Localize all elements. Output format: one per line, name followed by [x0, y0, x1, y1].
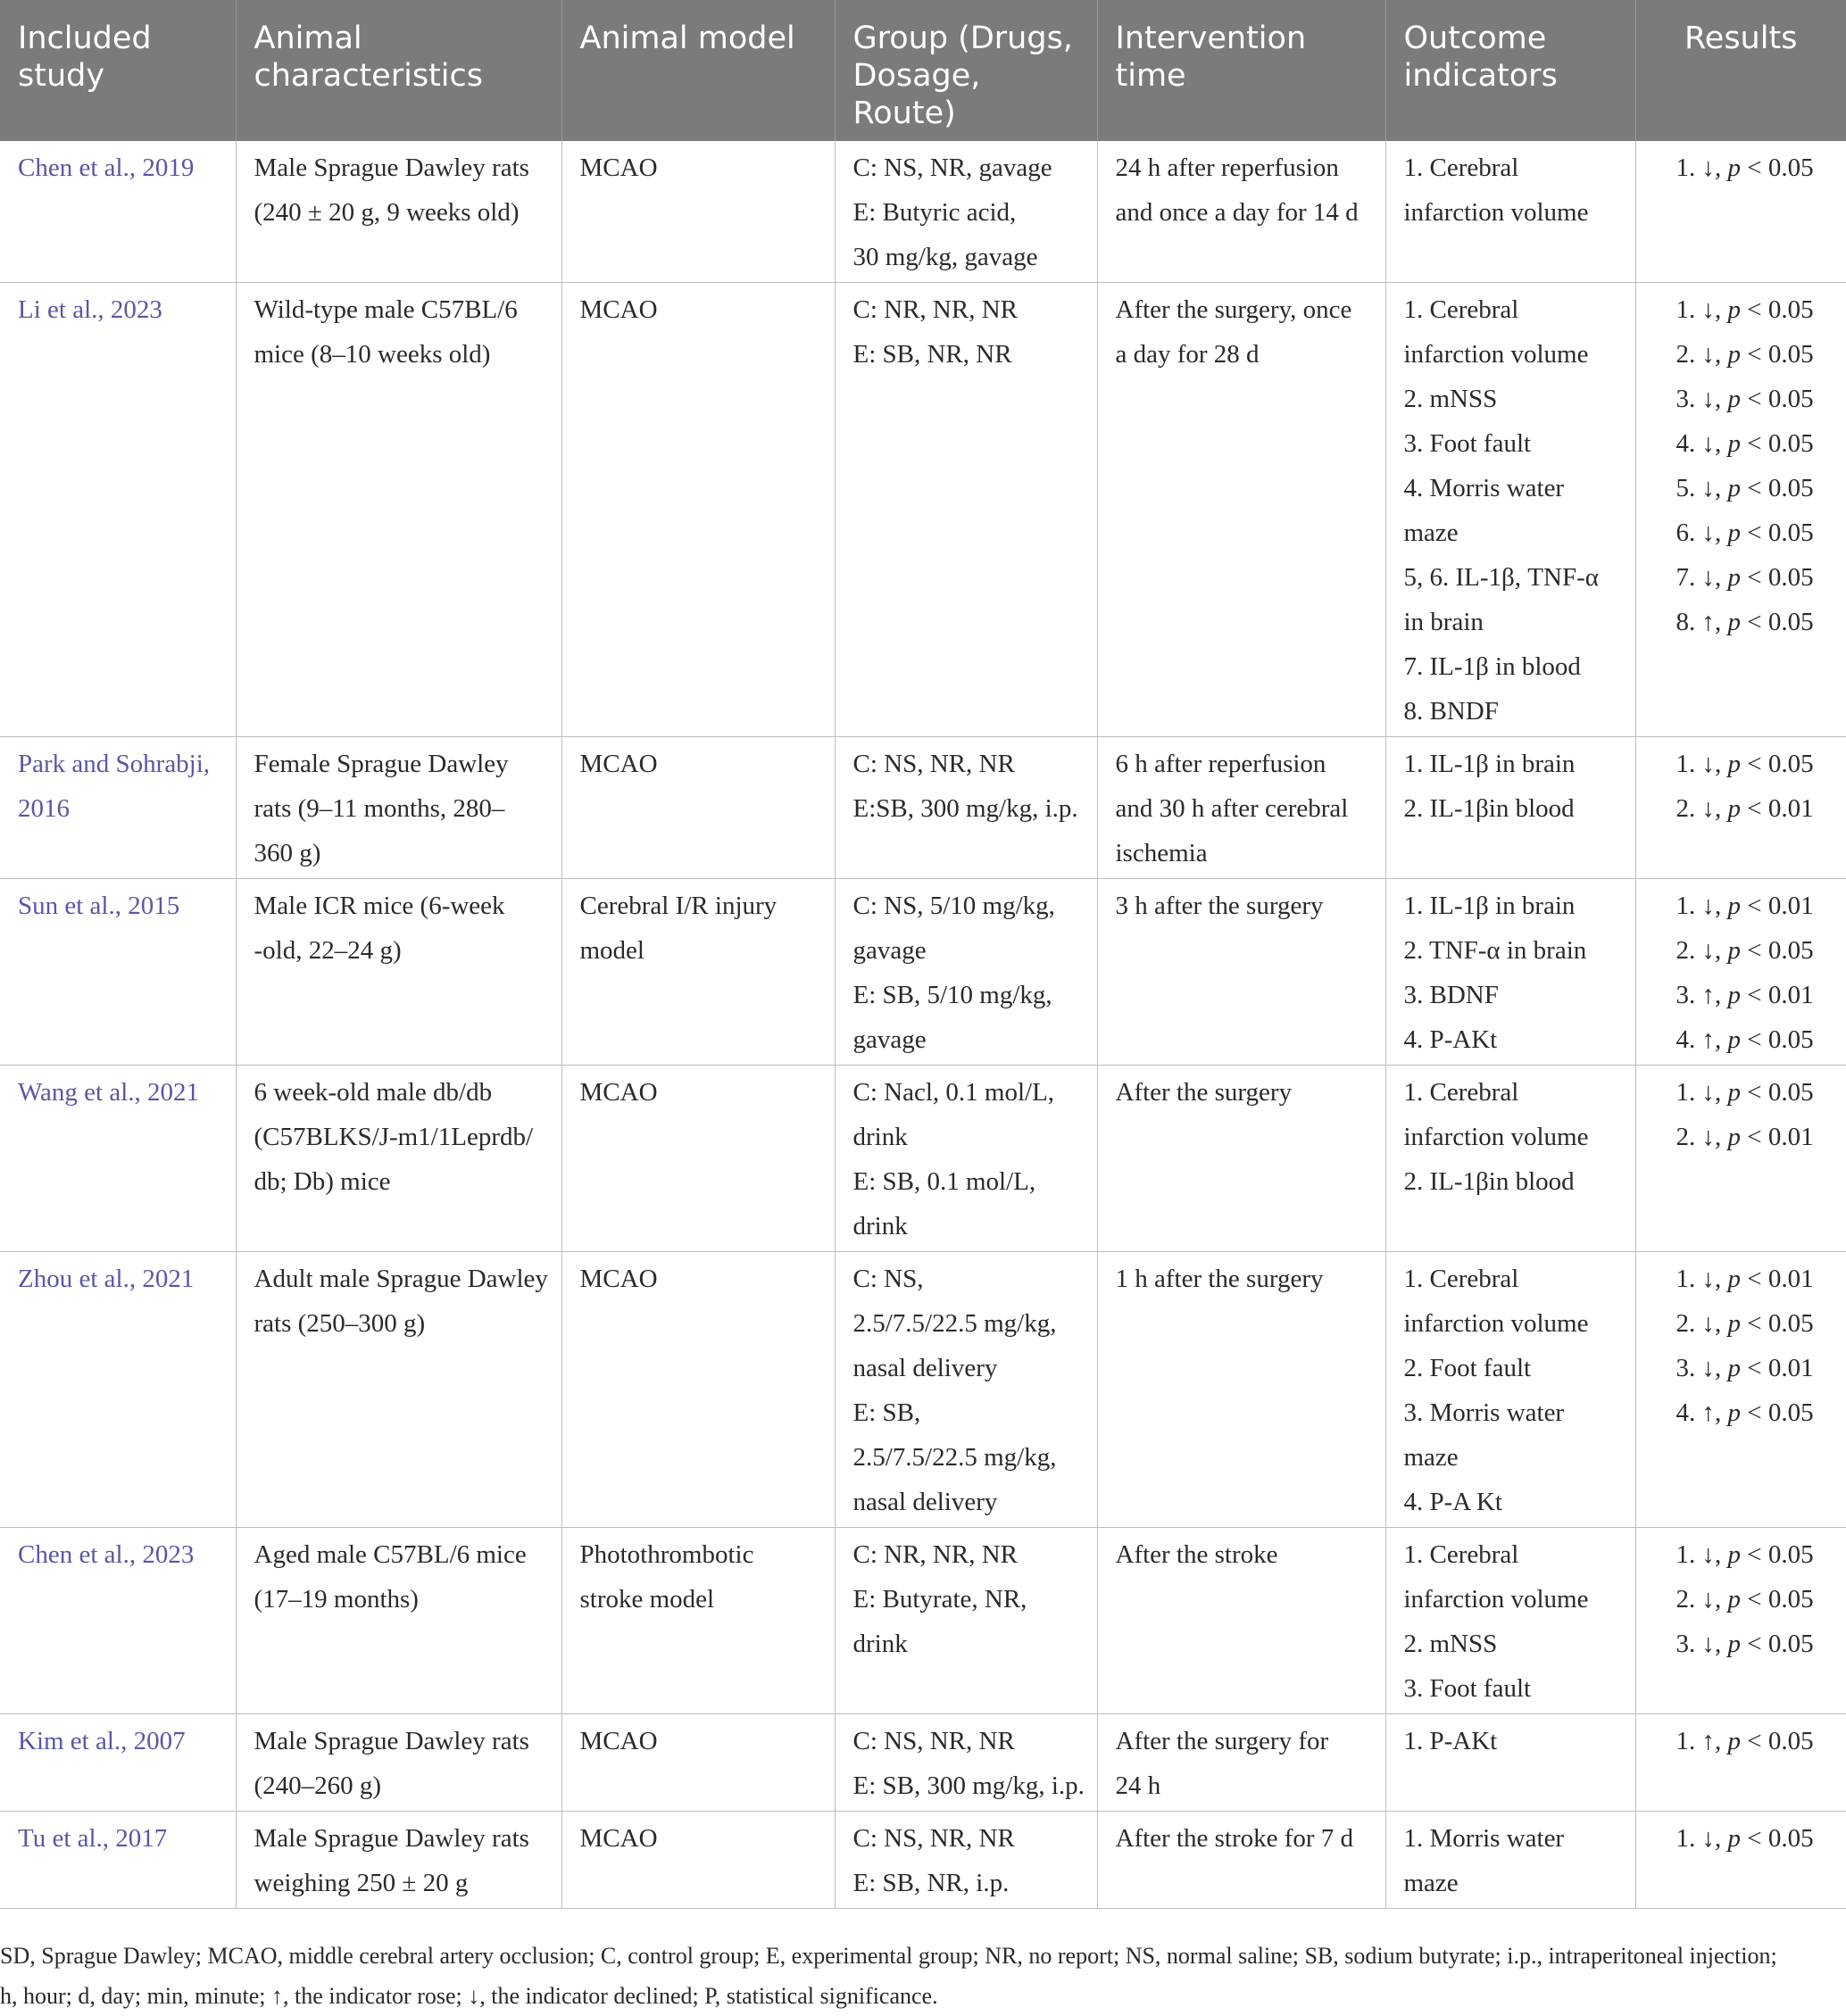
- group-line: E: SB, NR, i.p.: [852, 1869, 1010, 1897]
- cell-characteristics: [236, 1528, 561, 1714]
- outcomes-line: 1. Cerebral: [1403, 1265, 1519, 1293]
- model-line: MCAO: [579, 1078, 658, 1107]
- header-text: characteristics: [254, 58, 483, 94]
- cell-outcomes: [1385, 1252, 1635, 1528]
- cell-study[interactable]: [0, 1252, 236, 1528]
- cell-group: [835, 1252, 1097, 1528]
- time-line: ischemia: [1115, 839, 1208, 867]
- characteristics-line: Wild-type male C57BL/6: [254, 295, 518, 324]
- table-row: [0, 1714, 1846, 1812]
- cell-results: [1635, 141, 1846, 283]
- group-line: 30 mg/kg, gavage: [852, 243, 1038, 271]
- results-line: 2. ↓, p < 0.05: [1676, 1309, 1814, 1338]
- time-line: After the stroke for 7 d: [1115, 1824, 1354, 1853]
- outcomes-line: 4. Morris water: [1403, 474, 1565, 502]
- cell-characteristics: [236, 879, 561, 1066]
- outcomes-line: 3. Foot fault: [1403, 429, 1532, 458]
- characteristics-line: Female Sprague Dawley: [254, 750, 509, 778]
- table-body: [0, 141, 1846, 1909]
- header-text: Dosage,: [852, 58, 981, 94]
- cell-results: [1635, 1714, 1846, 1812]
- characteristics-line: Adult male Sprague Dawley: [254, 1265, 548, 1293]
- footnote-line: SD, Sprague Dawley; MCAO, middle cerebral artery occlusion; C, control group; E, experimental group; NR, no report; NS, normal saline; SB, sodium butyrate; i.p., intraperitoneal injection;: [0, 1943, 1777, 1969]
- table-row: [0, 1812, 1846, 1909]
- characteristics-line: (17–19 months): [254, 1585, 419, 1614]
- cell-results: [1635, 283, 1846, 737]
- group-line: C: NS, NR, NR: [852, 750, 1015, 778]
- results-line: 1. ↓, p < 0.05: [1676, 1824, 1814, 1853]
- cell-model: [561, 1066, 835, 1252]
- outcomes-line: maze: [1403, 1443, 1459, 1472]
- cell-study[interactable]: [0, 141, 236, 283]
- cell-outcomes: [1385, 737, 1635, 879]
- group-line: E: SB, 300 mg/kg, i.p.: [852, 1771, 1085, 1800]
- results-line: 1. ↓, p < 0.05: [1676, 750, 1814, 778]
- header-group: [835, 0, 1097, 141]
- study-link[interactable]: Park and Sohrabji,: [18, 750, 211, 778]
- outcomes-line: 1. IL-1β in brain: [1403, 750, 1576, 778]
- cell-results: [1635, 1066, 1846, 1252]
- cell-outcomes: [1385, 879, 1635, 1066]
- characteristics-line: 6 week-old male db/db: [254, 1078, 493, 1107]
- characteristics-line: (240–260 g): [254, 1771, 382, 1800]
- outcomes-line: 2. mNSS: [1403, 385, 1498, 413]
- study-link[interactable]: Sun et al., 2015: [18, 892, 180, 920]
- header-text: Animal model: [579, 21, 795, 56]
- cell-results: [1635, 1252, 1846, 1528]
- header-text: study: [18, 58, 105, 94]
- cell-group: [835, 879, 1097, 1066]
- model-line: MCAO: [579, 750, 658, 778]
- time-line: After the surgery: [1115, 1078, 1293, 1107]
- cell-characteristics: [236, 141, 561, 283]
- table-row: [0, 1528, 1846, 1714]
- cell-outcomes: [1385, 141, 1635, 283]
- group-line: nasal delivery: [852, 1488, 998, 1516]
- characteristics-line: (C57BLKS/J-m1/1Leprdb/: [254, 1123, 534, 1151]
- group-line: E:SB, 300 mg/kg, i.p.: [852, 794, 1078, 823]
- cell-study[interactable]: [0, 1528, 236, 1714]
- cell-group: [835, 1528, 1097, 1714]
- outcomes-line: infarction volume: [1403, 1309, 1589, 1338]
- cell-time: [1097, 1066, 1385, 1252]
- model-line: stroke model: [579, 1585, 715, 1614]
- study-link[interactable]: Li et al., 2023: [18, 295, 162, 324]
- header-animal-characteristics: [236, 0, 561, 141]
- cell-time: [1097, 141, 1385, 283]
- header-text: Results: [1684, 21, 1798, 56]
- table-row: [0, 283, 1846, 737]
- table-row: [0, 1252, 1846, 1528]
- outcomes-line: 2. Foot fault: [1403, 1354, 1532, 1382]
- time-line: 3 h after the surgery: [1115, 892, 1324, 920]
- characteristics-line: weighing 250 ± 20 g: [254, 1869, 469, 1897]
- study-link[interactable]: 2016: [18, 794, 70, 823]
- group-line: C: Nacl, 0.1 mol/L,: [852, 1078, 1055, 1107]
- results-line: 4. ↓, p < 0.05: [1676, 429, 1814, 458]
- results-line: 6. ↓, p < 0.05: [1676, 519, 1814, 547]
- group-line: C: NS,: [852, 1265, 924, 1293]
- footnote: [0, 1936, 1830, 2016]
- group-line: E: Butyrate, NR,: [852, 1585, 1027, 1614]
- header-animal-model: [561, 0, 835, 141]
- header-text: Route): [852, 95, 956, 131]
- outcomes-line: infarction volume: [1403, 1123, 1589, 1151]
- results-line: 2. ↓, p < 0.01: [1676, 1123, 1814, 1151]
- outcomes-line: 2. TNF-α in brain: [1403, 936, 1587, 965]
- header-text: Included: [18, 21, 152, 56]
- table-row: [0, 737, 1846, 879]
- results-line: 8. ↑, p < 0.05: [1676, 608, 1814, 636]
- outcomes-line: 3. Morris water: [1403, 1398, 1565, 1427]
- cell-study[interactable]: [0, 283, 236, 737]
- cell-model: [561, 1528, 835, 1714]
- group-line: E: Butyric acid,: [852, 198, 1017, 227]
- results-line: 1. ↓, p < 0.05: [1676, 1540, 1814, 1569]
- model-line: MCAO: [579, 1265, 658, 1293]
- group-line: 2.5/7.5/22.5 mg/kg,: [852, 1309, 1057, 1338]
- cell-model: [561, 1714, 835, 1812]
- results-line: 2. ↓, p < 0.05: [1676, 340, 1814, 369]
- cell-group: [835, 1714, 1097, 1812]
- group-line: 2.5/7.5/22.5 mg/kg,: [852, 1443, 1057, 1472]
- header-text: indicators: [1403, 58, 1558, 94]
- outcomes-line: infarction volume: [1403, 198, 1589, 227]
- characteristics-line: mice (8–10 weeks old): [254, 340, 491, 369]
- study-link[interactable]: Chen et al., 2023: [18, 1540, 195, 1569]
- group-line: nasal delivery: [852, 1354, 998, 1382]
- study-link[interactable]: Wang et al., 2021: [18, 1078, 200, 1107]
- cell-group: [835, 283, 1097, 737]
- cell-characteristics: [236, 737, 561, 879]
- time-line: After the surgery for: [1115, 1727, 1329, 1755]
- cell-characteristics: [236, 283, 561, 737]
- characteristics-line: Male Sprague Dawley rats: [254, 1727, 529, 1755]
- table-row: [0, 879, 1846, 1066]
- time-line: 1 h after the surgery: [1115, 1265, 1324, 1293]
- cell-time: [1097, 737, 1385, 879]
- results-line: 3. ↓, p < 0.05: [1676, 385, 1814, 413]
- cell-characteristics: [236, 1252, 561, 1528]
- results-line: 4. ↑, p < 0.05: [1676, 1398, 1814, 1427]
- characteristics-line: Male ICR mice (6-week: [254, 892, 505, 920]
- cell-characteristics: [236, 1066, 561, 1252]
- results-line: 3. ↓, p < 0.01: [1676, 1354, 1814, 1382]
- group-line: C: NS, NR, NR: [852, 1727, 1015, 1755]
- group-line: drink: [852, 1212, 908, 1240]
- study-link[interactable]: Zhou et al., 2021: [18, 1265, 195, 1293]
- cell-study[interactable]: [0, 879, 236, 1066]
- cell-results: [1635, 737, 1846, 879]
- outcomes-line: 4. P-AKt: [1403, 1025, 1498, 1054]
- cell-outcomes: [1385, 1812, 1635, 1909]
- model-line: MCAO: [579, 295, 658, 324]
- group-line: C: NS, NR, NR: [852, 1824, 1015, 1853]
- table-row: [0, 1066, 1846, 1252]
- model-line: MCAO: [579, 153, 658, 182]
- time-line: and once a day for 14 d: [1115, 198, 1359, 227]
- cell-results: [1635, 879, 1846, 1066]
- model-line: Cerebral I/R injury: [579, 892, 777, 920]
- header-results: [1635, 0, 1846, 141]
- characteristics-line: -old, 22–24 g): [254, 936, 402, 965]
- cell-time: [1097, 1528, 1385, 1714]
- time-line: After the stroke: [1115, 1540, 1278, 1569]
- model-line: MCAO: [579, 1824, 658, 1853]
- outcomes-line: 1. Cerebral: [1403, 1540, 1519, 1569]
- study-link[interactable]: Kim et al., 2007: [18, 1727, 186, 1755]
- characteristics-line: db; Db) mice: [254, 1167, 391, 1196]
- time-line: 24 h: [1115, 1771, 1161, 1800]
- header-outcome-indicators: [1385, 0, 1635, 141]
- group-line: drink: [852, 1630, 908, 1658]
- characteristics-line: Aged male C57BL/6 mice: [254, 1540, 527, 1569]
- table-row: [0, 141, 1846, 283]
- cell-outcomes: [1385, 1528, 1635, 1714]
- group-line: C: NR, NR, NR: [852, 295, 1019, 324]
- cell-results: [1635, 1528, 1846, 1714]
- characteristics-line: Male Sprague Dawley rats: [254, 1824, 529, 1853]
- time-line: a day for 28 d: [1115, 340, 1260, 369]
- results-line: 1. ↓, p < 0.01: [1676, 892, 1814, 920]
- cell-model: [561, 1252, 835, 1528]
- cell-group: [835, 1066, 1097, 1252]
- cell-time: [1097, 1812, 1385, 1909]
- group-line: drink: [852, 1123, 908, 1151]
- outcomes-line: 2. mNSS: [1403, 1630, 1498, 1658]
- group-line: E: SB,: [852, 1398, 921, 1427]
- outcomes-line: 1. Morris water: [1403, 1824, 1565, 1853]
- group-line: C: NS, NR, gavage: [852, 153, 1052, 182]
- cell-time: [1097, 283, 1385, 737]
- time-line: 24 h after reperfusion: [1115, 153, 1339, 182]
- characteristics-line: rats (250–300 g): [254, 1309, 426, 1338]
- cell-study[interactable]: [0, 1812, 236, 1909]
- group-line: E: SB, NR, NR: [852, 340, 1012, 369]
- cell-time: [1097, 1714, 1385, 1812]
- outcomes-line: 5, 6. IL-1β, TNF-α: [1403, 563, 1599, 592]
- cell-model: [561, 737, 835, 879]
- group-line: C: NR, NR, NR: [852, 1540, 1019, 1569]
- study-link[interactable]: Chen et al., 2019: [18, 153, 195, 182]
- cell-study[interactable]: [0, 737, 236, 879]
- characteristics-line: Male Sprague Dawley rats: [254, 153, 529, 182]
- outcomes-line: 1. Cerebral: [1403, 1078, 1519, 1107]
- cell-outcomes: [1385, 283, 1635, 737]
- time-line: and 30 h after cerebral: [1115, 794, 1349, 823]
- group-line: gavage: [852, 1025, 927, 1054]
- cell-group: [835, 737, 1097, 879]
- results-line: 2. ↓, p < 0.05: [1676, 1585, 1814, 1614]
- header-text: Animal: [254, 21, 362, 56]
- outcomes-line: 1. P-AKt: [1403, 1727, 1498, 1755]
- results-line: 1. ↓, p < 0.01: [1676, 1265, 1814, 1293]
- cell-model: [561, 141, 835, 283]
- model-line: model: [579, 936, 644, 965]
- outcomes-line: 8. BNDF: [1403, 697, 1499, 726]
- cell-model: [561, 283, 835, 737]
- header-row: [0, 0, 1846, 141]
- outcomes-line: 2. IL-1βin blood: [1403, 794, 1575, 823]
- results-line: 5. ↓, p < 0.05: [1676, 474, 1814, 502]
- results-line: 7. ↓, p < 0.05: [1676, 563, 1814, 592]
- outcomes-line: 3. Foot fault: [1403, 1674, 1532, 1703]
- results-line: 3. ↑, p < 0.01: [1676, 981, 1814, 1009]
- cell-characteristics: [236, 1714, 561, 1812]
- cell-outcomes: [1385, 1066, 1635, 1252]
- header-text: Intervention: [1115, 21, 1307, 56]
- cell-group: [835, 141, 1097, 283]
- outcomes-line: 2. IL-1βin blood: [1403, 1167, 1575, 1196]
- header-intervention-time: [1097, 0, 1385, 141]
- cell-time: [1097, 1252, 1385, 1528]
- outcomes-line: 1. Cerebral: [1403, 295, 1519, 324]
- results-line: 1. ↓, p < 0.05: [1676, 295, 1814, 324]
- cell-results: [1635, 1812, 1846, 1909]
- outcomes-line: 1. IL-1β in brain: [1403, 892, 1576, 920]
- characteristics-line: (240 ± 20 g, 9 weeks old): [254, 198, 520, 227]
- header-text: Outcome: [1403, 21, 1547, 56]
- cell-study[interactable]: [0, 1714, 236, 1812]
- results-line: 2. ↓, p < 0.01: [1676, 794, 1814, 823]
- cell-characteristics: [236, 1812, 561, 1909]
- cell-group: [835, 1812, 1097, 1909]
- results-line: 4. ↑, p < 0.05: [1676, 1025, 1814, 1054]
- cell-study[interactable]: [0, 1066, 236, 1252]
- cell-model: [561, 1812, 835, 1909]
- cell-outcomes: [1385, 1714, 1635, 1812]
- group-line: E: SB, 5/10 mg/kg,: [852, 981, 1052, 1009]
- outcomes-line: infarction volume: [1403, 340, 1589, 369]
- group-line: C: NS, 5/10 mg/kg,: [852, 892, 1055, 920]
- time-line: 6 h after reperfusion: [1115, 750, 1326, 778]
- study-link[interactable]: Tu et al., 2017: [18, 1824, 168, 1853]
- model-line: MCAO: [579, 1727, 658, 1755]
- outcomes-line: 1. Cerebral: [1403, 153, 1519, 182]
- results-line: 3. ↓, p < 0.05: [1676, 1630, 1814, 1658]
- outcomes-line: infarction volume: [1403, 1585, 1589, 1614]
- header-included-study: [0, 0, 236, 141]
- outcomes-line: 7. IL-1β in blood: [1403, 652, 1581, 681]
- cell-model: [561, 879, 835, 1066]
- characteristics-line: 360 g): [254, 839, 321, 867]
- results-line: 1. ↓, p < 0.05: [1676, 1078, 1814, 1107]
- outcomes-line: in brain: [1403, 608, 1484, 636]
- results-line: 2. ↓, p < 0.05: [1676, 936, 1814, 965]
- group-line: E: SB, 0.1 mol/L,: [852, 1167, 1036, 1196]
- cell-time: [1097, 879, 1385, 1066]
- time-line: After the surgery, once: [1115, 295, 1352, 324]
- results-line: 1. ↓, p < 0.05: [1676, 153, 1814, 182]
- footnote-line: h, hour; d, day; min, minute; ↑, the indicator rose; ↓, the indicator declined; P, statistical significance.: [0, 1983, 938, 2009]
- model-line: Photothrombotic: [579, 1540, 754, 1569]
- outcomes-line: 3. BDNF: [1403, 981, 1499, 1009]
- characteristics-line: rats (9–11 months, 280–: [254, 794, 505, 823]
- outcomes-line: maze: [1403, 519, 1459, 547]
- header-text: Group (Drugs,: [852, 21, 1073, 56]
- outcomes-line: 4. P-A Kt: [1403, 1488, 1502, 1516]
- results-line: 1. ↑, p < 0.05: [1676, 1727, 1814, 1755]
- group-line: gavage: [852, 936, 927, 965]
- outcomes-line: maze: [1403, 1869, 1459, 1897]
- header-text: time: [1115, 58, 1186, 94]
